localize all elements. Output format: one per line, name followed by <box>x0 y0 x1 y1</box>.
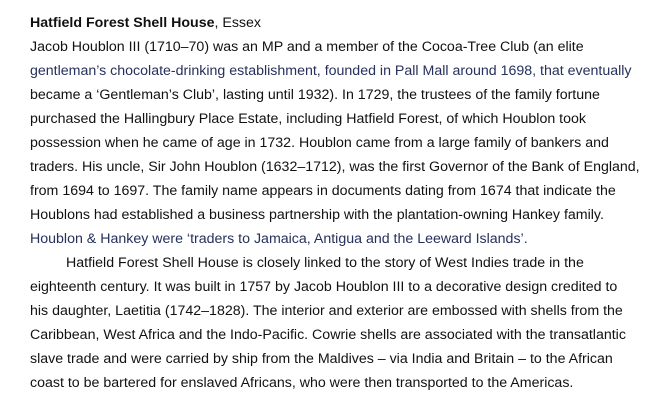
paragraph-2-line: coast to be bartered for enslaved Africans, who were then transported to the Americas. <box>30 375 574 391</box>
heading-title: Hatfield Forest Shell House <box>30 15 215 31</box>
paragraph-1-line: Houblon & Hankey were ‘traders to Jamaica, Antigua and the Leeward Islands’. <box>30 231 528 247</box>
paragraph-1-line: Houblons had established a business partnership with the plantation-owning Hankey family. <box>30 207 604 223</box>
paragraph-1-line: possession when he came of age in 1732. Houblon came from a large family of bankers and <box>30 135 609 151</box>
heading <box>30 11 640 35</box>
paragraph-1-line: became a ‘Gentleman’s Club’, lasting until 1932). In 1729, the trustees of the family fortune <box>30 87 600 103</box>
paragraph-2 <box>30 251 640 395</box>
paragraph-2-line: slave trade and were carried by ship from the Maldives – via India and Britain – to the African <box>30 351 613 367</box>
paragraph-1-line: from 1694 to 1697. The family name appears in documents dating from 1674 that indicate the <box>30 183 616 199</box>
paragraph-1-line: gentleman’s chocolate-drinking establishment, founded in Pall Mall around 1698, that eventually <box>30 63 632 79</box>
paragraph-1-line: traders. His uncle, Sir John Houblon (1632–1712), was the first Governor of the Bank of England, <box>30 159 640 175</box>
paragraph-2-line: Hatfield Forest Shell House is closely linked to the story of West Indies trade in the <box>66 255 584 271</box>
paragraph-2-line: his daughter, Laetitia (1742–1828). The interior and exterior are embossed with shells from the <box>30 303 623 319</box>
paragraph-2-line: Caribbean, West Africa and the Indo-Pacific. Cowrie shells are associated with the transatlantic <box>30 327 626 343</box>
paragraph-2-line: eighteenth century. It was built in 1757 by Jacob Houblon III to a decorative design credited to <box>30 279 618 295</box>
paragraph-1 <box>30 35 640 251</box>
paragraph-1-line: Jacob Houblon III (1710–70) was an MP and a member of the Cocoa-Tree Club (an elite <box>30 39 584 55</box>
paragraph-1-line: purchased the Hallingbury Place Estate, including Hatfield Forest, of which Houblon took <box>30 111 586 127</box>
heading-location: , Essex <box>214 15 262 31</box>
